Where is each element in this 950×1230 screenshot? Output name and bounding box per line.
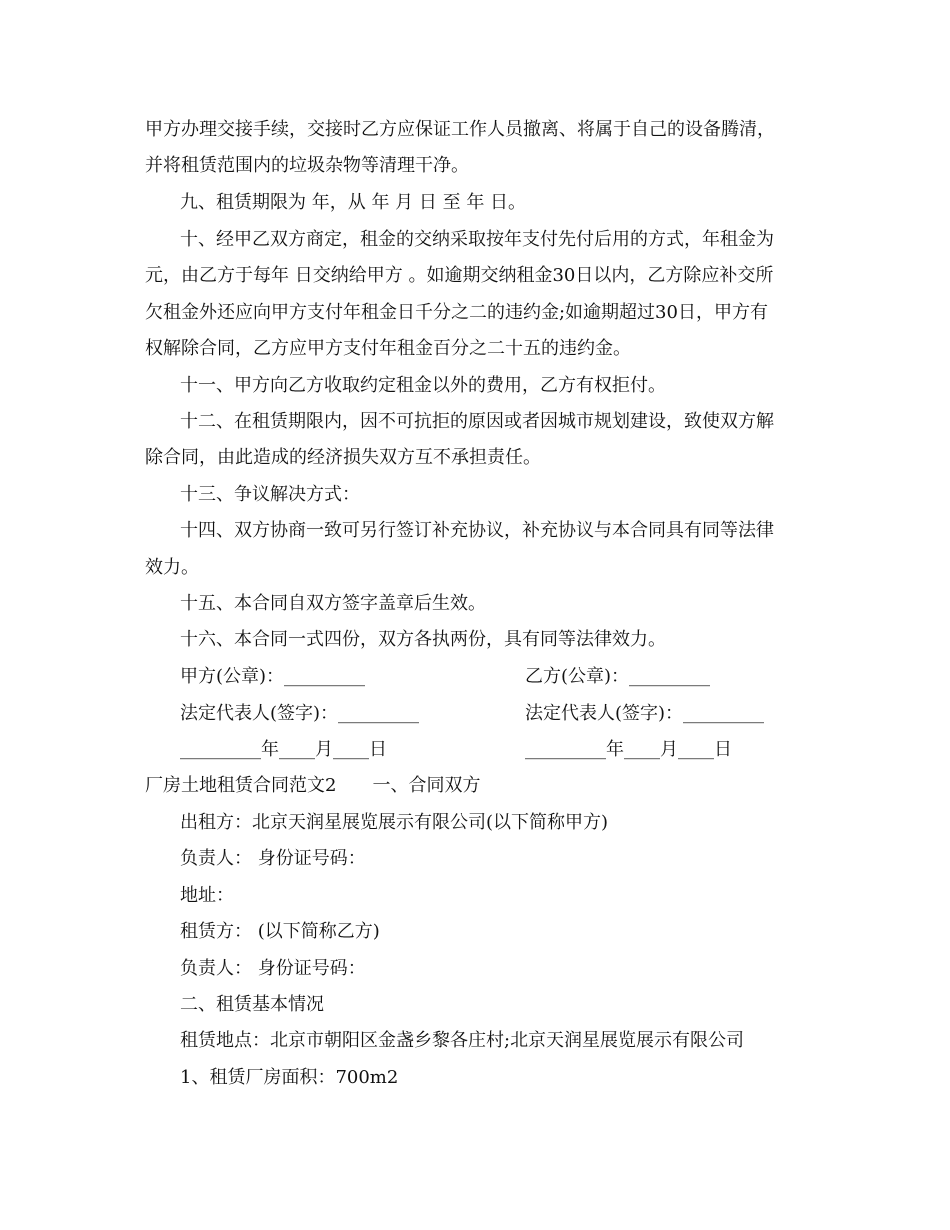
clause-13: 十三、争议解决方式： xyxy=(180,484,360,505)
lessor-representative: 负责人： 身份证号码： xyxy=(180,848,366,869)
lessor-line: 出租方：北京天润星展览展示有限公司(以下简称甲方) xyxy=(180,812,609,833)
address-line: 地址： xyxy=(180,885,234,906)
lessee-representative: 负责人： 身份证号码： xyxy=(180,958,366,979)
clause-15: 十五、本合同自双方签字盖章后生效。 xyxy=(180,593,486,614)
sample-2-heading: 厂房土地租赁合同范文2 一、合同双方 xyxy=(145,775,481,796)
clause-9: 九、租赁期限为 年，从 年 月 日 至 年 日。 xyxy=(180,192,527,213)
lease-location: 租赁地点：北京市朝阳区金盏乡黎各庄村;北京天润星展览展示有限公司 xyxy=(180,1030,745,1051)
clause-16: 十六、本合同一式四份，双方各执两份，具有同等法律效力。 xyxy=(180,629,666,650)
paragraph-handover-line-2: 并将租赁范围内的垃圾杂物等清理干净。 xyxy=(145,155,469,176)
clause-14-line-1: 十四、双方协商一致可另行签订补充协议，补充协议与本合同具有同等法律 xyxy=(180,520,774,541)
clause-10-line-1: 十、经甲乙双方商定，租金的交纳采取按年支付先付后用的方式，年租金为 xyxy=(180,229,774,250)
clause-11: 十一、甲方向乙方收取约定租金以外的费用，乙方有权拒付。 xyxy=(180,375,666,396)
party-a-date: _________年____月____日 xyxy=(180,739,387,760)
party-b-date: _________年____月____日 xyxy=(525,739,732,760)
section-2-heading: 二、租赁基本情况 xyxy=(180,994,324,1015)
clause-12-line-1: 十二、在租赁期限内，因不可抗拒的原因或者因城市规划建设，致使双方解 xyxy=(180,411,774,432)
clause-10-line-2: 元，由乙方于每年 日交纳给甲方 。如逾期交纳租金30日以内，乙方除应补交所 xyxy=(145,265,774,286)
clause-14-line-2: 效力。 xyxy=(145,557,199,578)
lessee-line: 租赁方： (以下简称乙方) xyxy=(180,921,380,942)
paragraph-handover-line-1: 甲方办理交接手续，交接时乙方应保证工作人员撤离、将属于自己的设备腾清， xyxy=(145,119,775,140)
party-a-representative: 法定代表人(签字)：_________ xyxy=(180,703,420,724)
lease-area: 1、租赁厂房面积：700m2 xyxy=(180,1067,399,1088)
party-b-representative: 法定代表人(签字)：_________ xyxy=(525,703,765,724)
party-b-seal: 乙方(公章)：_________ xyxy=(525,666,711,687)
clause-10-line-3: 欠租金外还应向甲方支付年租金日千分之二的违约金;如逾期超过30日，甲方有 xyxy=(145,302,768,323)
party-a-seal: 甲方(公章)：_________ xyxy=(180,666,366,687)
clause-10-line-4: 权解除合同，乙方应甲方支付年租金百分之二十五的违约金。 xyxy=(145,338,631,359)
clause-12-line-2: 除合同，由此造成的经济损失双方互不承担责任。 xyxy=(145,447,541,468)
